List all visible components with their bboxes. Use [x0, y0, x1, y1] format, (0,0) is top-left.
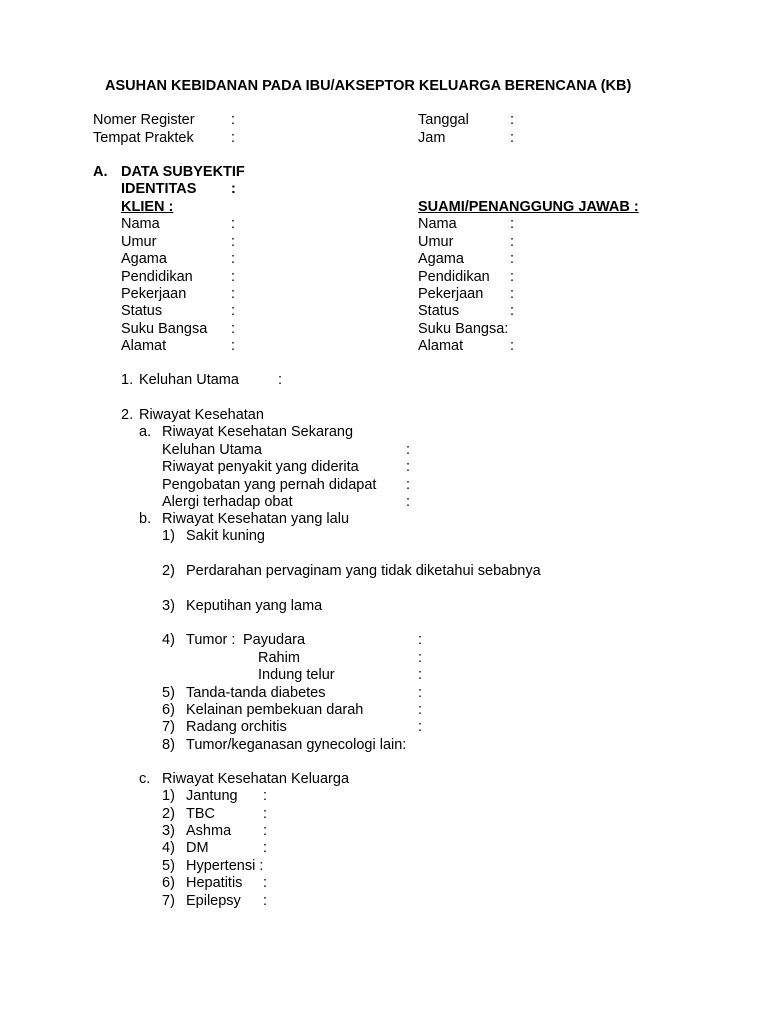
keluhan-utama-label: Keluhan Utama — [139, 372, 239, 388]
colon: : — [510, 286, 515, 302]
colon: : — [418, 685, 423, 701]
colon: : — [263, 840, 268, 856]
section-a-title: DATA SUBYEKTIF — [121, 164, 245, 180]
klien-field-pendidikan: Pendidikan — [121, 269, 193, 285]
lalu-item: Perdarahan pervaginam yang tidak diketahui sebabnya — [186, 563, 541, 579]
suami-field-nama: Nama — [418, 216, 457, 232]
jam-label: Jam — [418, 130, 446, 146]
colon: : — [418, 650, 423, 666]
colon: : — [231, 130, 236, 146]
colon: : — [510, 303, 515, 319]
tumor-rahim: Rahim — [258, 650, 300, 666]
keluarga-item-number: 5) — [162, 858, 175, 874]
colon: : — [510, 234, 515, 250]
colon: : — [510, 251, 515, 267]
suami-field-agama: Agama — [418, 251, 464, 267]
keluarga-item: TBC — [186, 806, 215, 822]
colon: : — [263, 893, 268, 909]
sekarang-item: Keluhan Utama — [162, 442, 262, 458]
lalu-item-number: 1) — [162, 528, 175, 544]
riwayat-a-letter: a. — [139, 424, 152, 440]
colon: : — [231, 181, 236, 197]
colon: : — [263, 788, 268, 804]
riwayat-number: 2. — [121, 407, 134, 423]
colon: : — [231, 251, 236, 267]
colon: : — [231, 303, 236, 319]
klien-heading: KLIEN : — [121, 199, 174, 215]
colon: : — [418, 667, 423, 683]
klien-field-umur: Umur — [121, 234, 157, 250]
klien-field-alamat: Alamat — [121, 338, 167, 354]
document-title: ASUHAN KEBIDANAN PADA IBU/AKSEPTOR KELUARGA BERENCANA (KB) — [105, 78, 632, 94]
tempat-praktek-label: Tempat Praktek — [93, 130, 194, 146]
keluarga-item-number: 1) — [162, 788, 175, 804]
lalu-item-number: 6) — [162, 702, 175, 718]
colon: : — [263, 823, 268, 839]
colon: : — [510, 216, 515, 232]
lalu-item-number: 8) — [162, 737, 175, 753]
colon: : — [418, 702, 423, 718]
lalu-item-number: 4) — [162, 632, 175, 648]
sekarang-item: Alergi terhadap obat — [162, 494, 293, 510]
colon: : — [231, 269, 236, 285]
suami-field-pekerjaan: Pekerjaan — [418, 286, 484, 302]
klien-field-status: Status — [121, 303, 163, 319]
colon: : — [231, 338, 236, 354]
suami-field-status: Status — [418, 303, 460, 319]
colon: : — [231, 321, 236, 337]
lalu-item: Keputihan yang lama — [186, 598, 323, 614]
colon: : — [406, 442, 411, 458]
lalu-item: Radang orchitis — [186, 719, 287, 735]
klien-field-nama: Nama — [121, 216, 160, 232]
colon: : — [418, 719, 423, 735]
lalu-item-number: 7) — [162, 719, 175, 735]
tumor-label: Tumor : — [186, 632, 236, 648]
suami-field-alamat: Alamat — [418, 338, 464, 354]
keluarga-item: DM — [186, 840, 209, 856]
colon: : — [231, 112, 236, 128]
riwayat-sekarang-title: Riwayat Kesehatan Sekarang — [162, 424, 354, 440]
nomer-register-label: Nomer Register — [93, 112, 195, 128]
identitas-heading: IDENTITAS — [121, 181, 197, 197]
colon: : — [418, 632, 423, 648]
colon: : — [278, 372, 283, 388]
keluarga-item: Hypertensi : — [186, 858, 264, 874]
keluarga-item-number: 6) — [162, 875, 175, 891]
riwayat-kesehatan-title: Riwayat Kesehatan — [139, 407, 264, 423]
tanggal-label: Tanggal — [418, 112, 469, 128]
lalu-item: Tumor/keganasan gynecologi lain: — [186, 737, 407, 753]
sekarang-item: Pengobatan yang pernah didapat — [162, 477, 377, 493]
colon: : — [231, 286, 236, 302]
lalu-item-number: 5) — [162, 685, 175, 701]
colon: : — [406, 459, 411, 475]
klien-field-agama: Agama — [121, 251, 167, 267]
riwayat-c-letter: c. — [139, 771, 151, 787]
keluarga-item-number: 3) — [162, 823, 175, 839]
klien-field-pekerjaan: Pekerjaan — [121, 286, 187, 302]
sekarang-item: Riwayat penyakit yang diderita — [162, 459, 359, 475]
colon: : — [510, 112, 515, 128]
colon: : — [510, 269, 515, 285]
lalu-item: Tanda-tanda diabetes — [186, 685, 326, 701]
riwayat-keluarga-title: Riwayat Kesehatan Keluarga — [162, 771, 350, 787]
keluhan-number: 1. — [121, 372, 134, 388]
keluarga-item-number: 7) — [162, 893, 175, 909]
keluarga-item-number: 4) — [162, 840, 175, 856]
lalu-item-number: 3) — [162, 598, 175, 614]
colon: : — [263, 806, 268, 822]
colon: : — [510, 338, 515, 354]
klien-field-suku-bangsa: Suku Bangsa — [121, 321, 208, 337]
lalu-item: Kelainan pembekuan darah — [186, 702, 364, 718]
keluarga-item: Hepatitis — [186, 875, 243, 891]
riwayat-lalu-title: Riwayat Kesehatan yang lalu — [162, 511, 350, 527]
tumor-indung-telur: Indung telur — [258, 667, 335, 683]
lalu-item-number: 2) — [162, 563, 175, 579]
keluarga-item: Ashma — [186, 823, 232, 839]
colon: : — [406, 494, 411, 510]
lalu-item: Sakit kuning — [186, 528, 265, 544]
suami-field-pendidikan: Pendidikan — [418, 269, 490, 285]
colon: : — [510, 130, 515, 146]
suami-heading: SUAMI/PENANGGUNG JAWAB : — [418, 199, 639, 215]
tumor-payudara: Payudara — [243, 632, 306, 648]
suami-field-umur: Umur — [418, 234, 454, 250]
colon: : — [263, 875, 268, 891]
suami-field-suku-bangsa: Suku Bangsa: — [418, 321, 509, 337]
colon: : — [231, 234, 236, 250]
colon: : — [231, 216, 236, 232]
keluarga-item: Epilepsy — [186, 893, 241, 909]
keluarga-item-number: 2) — [162, 806, 175, 822]
riwayat-b-letter: b. — [139, 511, 152, 527]
section-a-letter: A. — [93, 164, 108, 180]
colon: : — [406, 477, 411, 493]
keluarga-item: Jantung — [186, 788, 238, 804]
